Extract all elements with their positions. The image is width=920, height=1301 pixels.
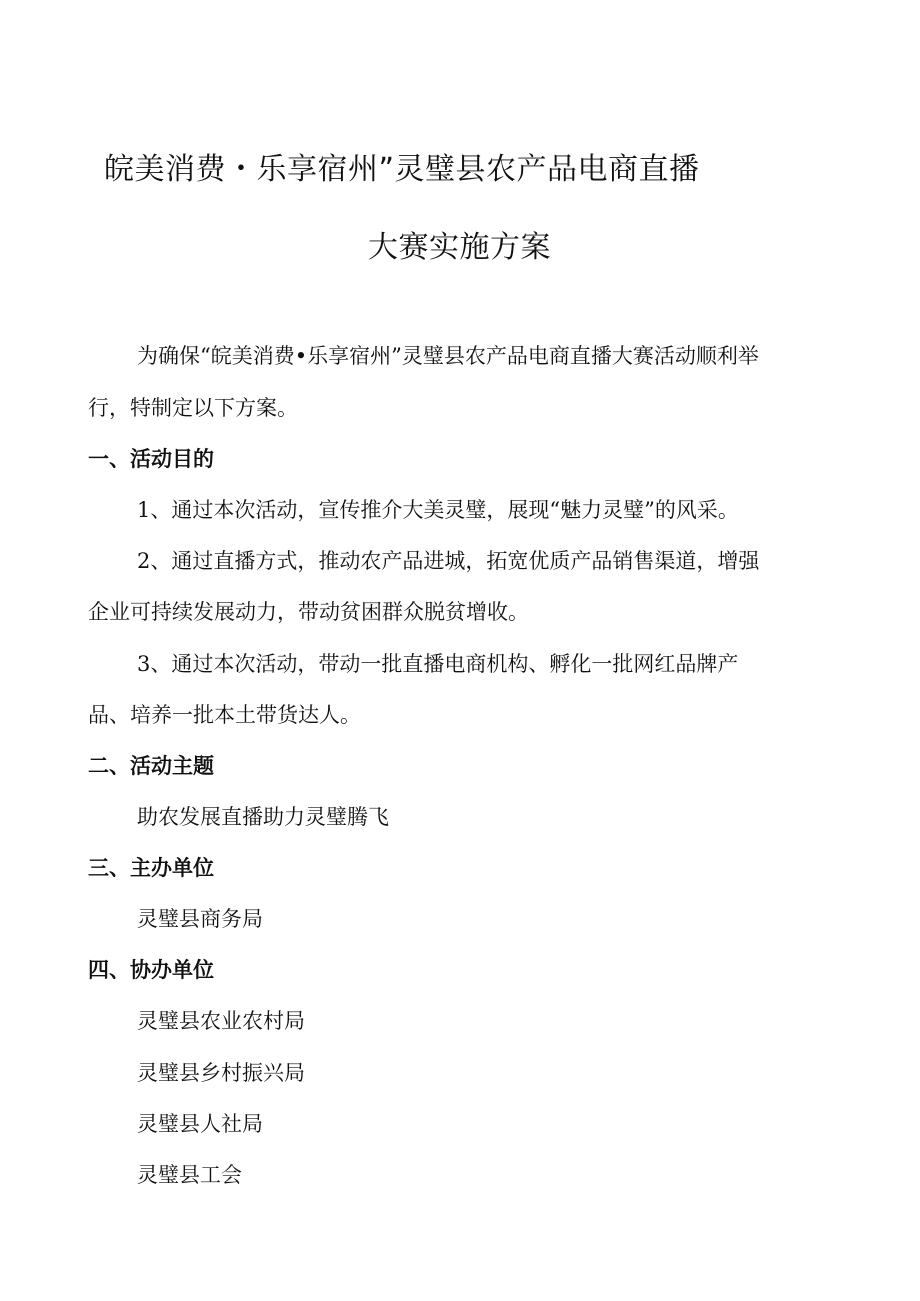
purpose-item-2-line-1: 2、通过直播方式，推动农产品进城，拓宽优质产品销售渠道，增强 [137,549,760,573]
intro-paragraph-line-2: 行，特制定以下方案。 [88,396,298,420]
purpose-item-2-line-2: 企业可持续发展动力，带动贫困群众脱贫增收。 [88,600,529,624]
section-heading-theme: 二、活动主题 [88,754,214,778]
co-organizer-item: 灵璧县人社局 [137,1112,263,1136]
co-organizer-item: 灵璧县乡村振兴局 [137,1061,305,1085]
organizer-text: 灵璧县商务局 [137,907,263,931]
section-heading-organizer: 三、主办单位 [88,856,214,880]
purpose-item-3-line-2: 品、培养一批本土带货达人。 [88,703,361,727]
section-heading-purpose: 一、活动目的 [88,447,214,471]
document-title-line-2: 大赛实施方案 [368,230,551,265]
document-title-line-1: 皖美消费・乐享宿州”灵璧县农产品电商直播 [104,152,700,187]
co-organizer-item: 灵璧县工会 [137,1163,242,1187]
purpose-item-1: 1、通过本次活动，宣传推介大美灵璧，展现“魅力灵璧”的风采。 [137,498,739,522]
intro-paragraph-line-1: 为确保“皖美消费•乐享宿州”灵璧县农产品电商直播大赛活动顺利举 [137,344,759,368]
purpose-item-3-line-1: 3、通过本次活动，带动一批直播电商机构、孵化一批网红品牌产 [137,652,739,676]
co-organizer-item: 灵璧县农业农村局 [137,1009,305,1033]
theme-text: 助农发展直播助力灵璧腾飞 [137,805,389,829]
section-heading-co-organizers: 四、协办单位 [88,958,214,982]
